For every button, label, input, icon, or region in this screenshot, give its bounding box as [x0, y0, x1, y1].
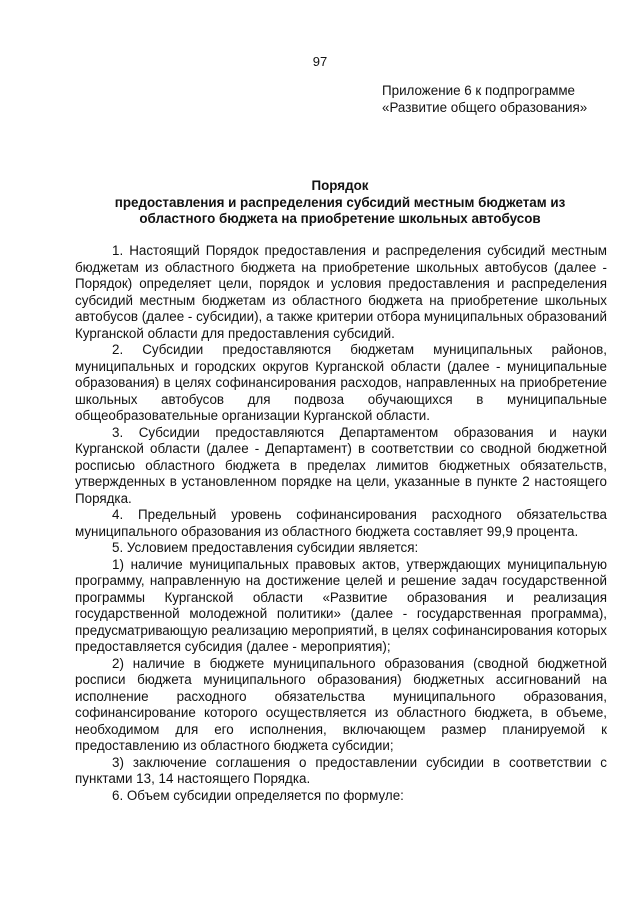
paragraph-3: 3. Субсидии предоставляются Департаментом образования и науки Курганской области (далее - Департамент) в соответствии со сводной бюджетной росписью областного бюджета в пределах лимитов бюджетных обязательств, утвержденных в установленном порядке на цели, указанные в пункте 2 настоящего Порядка. — [75, 424, 607, 506]
paragraph-5-item-2: 2) наличие в бюджете муниципального образования (сводной бюджетной росписи бюджета муниципального образования) бюджетных ассигнований на исполнение расходного обязательства муниципального образования, софинансирование которого осуществляется из областного бюджета, в объеме, необходимом для его исполнения, включающем размер планируемой к предоставлению из областного бюджета субсидии; — [75, 655, 607, 753]
paragraph-6: 6. Объем субсидии определяется по формуле: — [112, 787, 404, 803]
title-line-1: Порядок — [311, 178, 369, 193]
paragraph-1: 1. Настоящий Порядок предоставления и распределения субсидий местным бюджетам из областного бюджета на приобретение школьных автобусов (далее - Порядок) определяет цели, порядок и условия предоставления и распределения субсидий местным бюджетам из областного бюджета на приобретение школьных автобусов (далее - субсидии), а также критерии отбора муниципальных образований Курганской области для предоставления субсидий. — [75, 243, 607, 341]
document-body — [75, 243, 607, 804]
appendix-line-2: «Развитие общего образования» — [382, 100, 588, 115]
paragraph-5-item-3: 3) заключение соглашения о предоставлении субсидии в соответствии с пунктами 13, 14 настоящего Порядка. — [75, 754, 607, 786]
title-line-2: предоставления и распределения субсидий местным бюджетам из — [114, 194, 566, 210]
appendix-line-1: Приложение 6 к подпрограмме — [382, 83, 576, 98]
paragraph-5-item-1: 1) наличие муниципальных правовых актов, утверждающих муниципальную программу, направленную на достижение целей и решение задач государственной программы Курганской области «Развитие образования и реализация государственной молодежной политики» (далее - государственная программа), предусматривающую реализацию мероприятий, в целях софинансирования которых предоставляется субсидия (далее - мероприятия); — [75, 556, 607, 654]
paragraph-4: 4. Предельный уровень софинансирования расходного обязательства муниципального образования из областного бюджета составляет 99,9 процента. — [75, 507, 607, 539]
document-title — [60, 178, 620, 228]
page-number: 97 — [312, 54, 328, 69]
title-line-3: областного бюджета на приобретение школьных автобусов — [139, 211, 541, 226]
paragraph-5: 5. Условием предоставления субсидии является: — [112, 540, 419, 555]
paragraph-2: 2. Субсидии предоставляются бюджетам муниципальных районов, муниципальных и городских округов Курганской области (далее - муниципальные образования) в целях софинансирования расходов, направленных на приобретение школьных автобусов для подвоза обучающихся в муниципальные общеобразовательные организации Курганской области. — [75, 342, 607, 423]
appendix-reference — [382, 82, 622, 116]
